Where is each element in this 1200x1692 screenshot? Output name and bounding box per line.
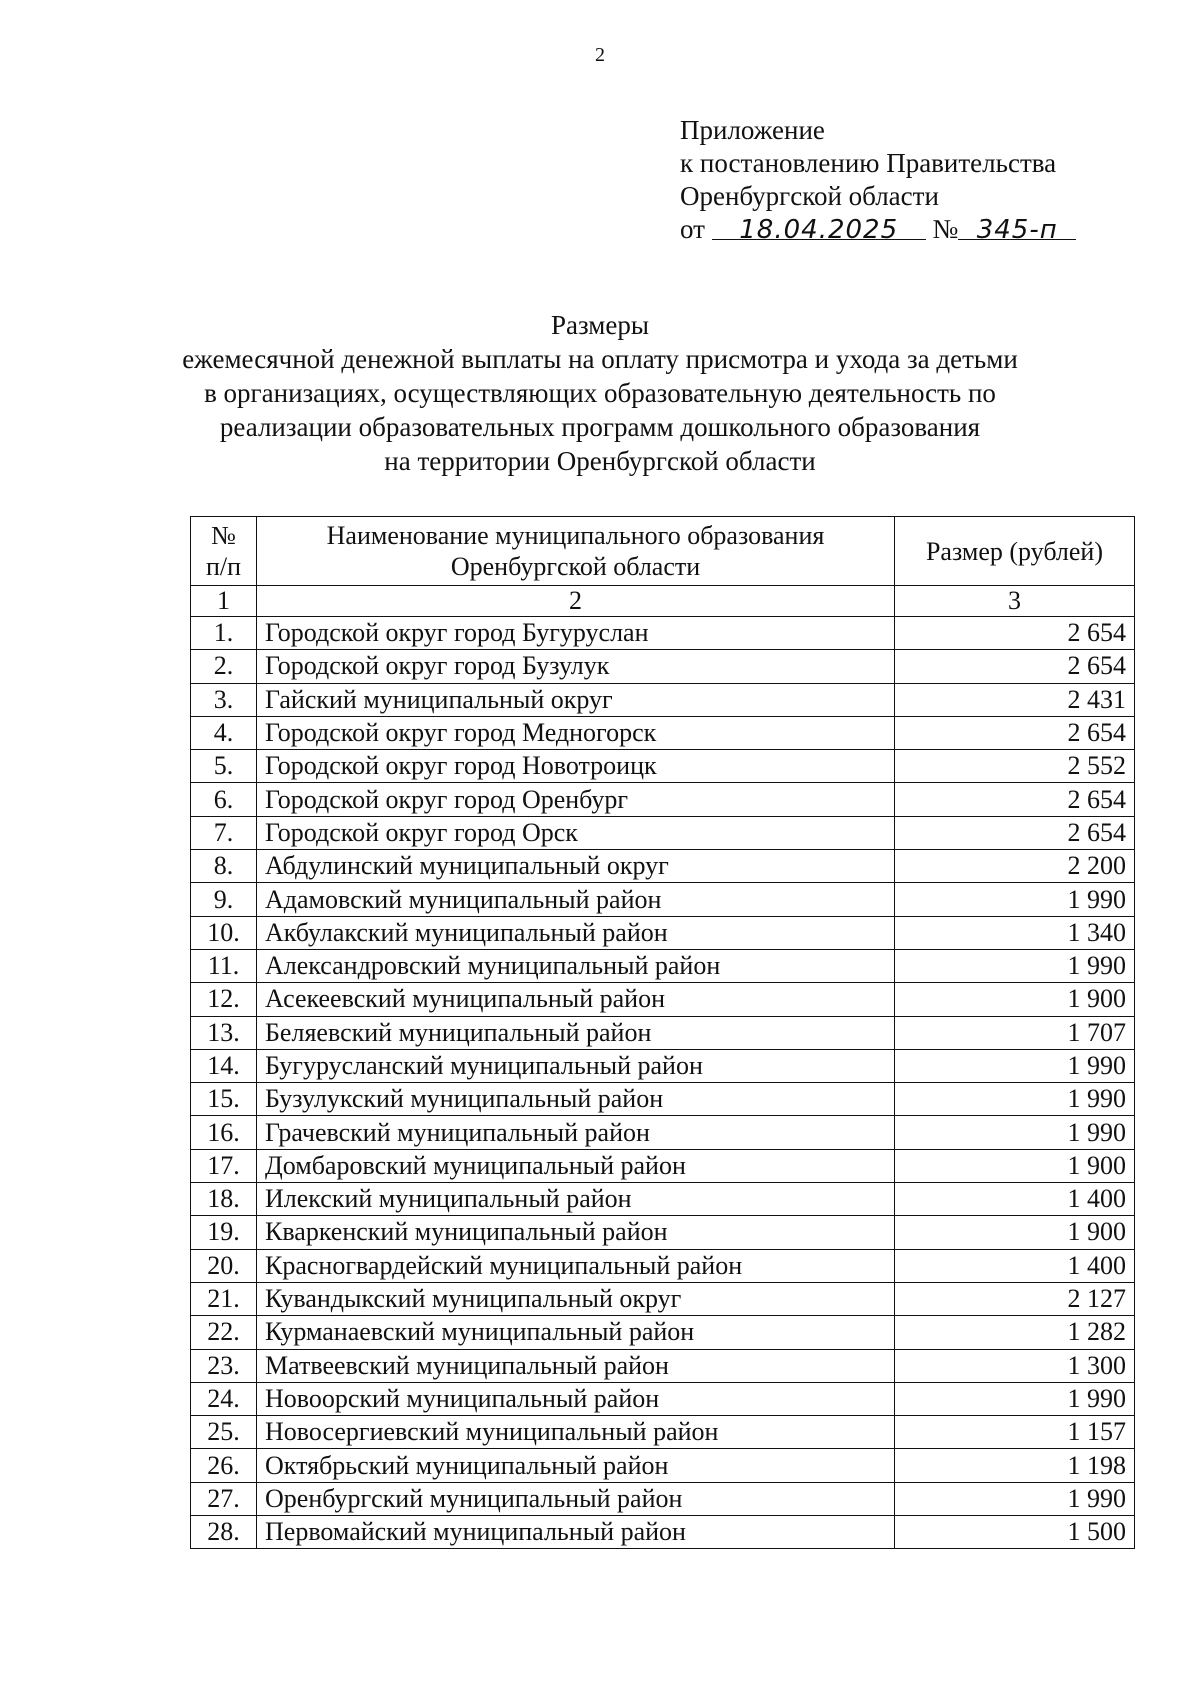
table-row xyxy=(191,1216,1135,1249)
date-prefix: от xyxy=(680,214,705,244)
page-number: 2 xyxy=(595,44,605,66)
payment-amount: 1 990 xyxy=(895,1083,1135,1116)
payment-amount: 2 654 xyxy=(895,816,1135,849)
row-number: 10. xyxy=(191,916,257,949)
payment-amount: 2 654 xyxy=(895,716,1135,749)
header-amount: Размер (рублей) xyxy=(895,517,1135,586)
row-number: 1. xyxy=(191,617,257,650)
header-municipality: Наименование муниципального образования Оренбургской области xyxy=(257,517,895,586)
payment-amount: 2 654 xyxy=(895,650,1135,683)
municipality-name: Илекский муниципальный район xyxy=(257,1183,895,1216)
municipality-name: Оренбургский муниципальный район xyxy=(257,1482,895,1515)
row-number: 22. xyxy=(191,1316,257,1349)
row-number: 26. xyxy=(191,1449,257,1482)
row-number: 9. xyxy=(191,883,257,916)
municipality-name: Гайский муниципальный округ xyxy=(257,683,895,716)
table-row xyxy=(191,1449,1135,1482)
table-row xyxy=(191,1482,1135,1515)
payment-amount: 1 300 xyxy=(895,1349,1135,1382)
document-heading xyxy=(0,308,1200,478)
municipality-name: Беляевский муниципальный район xyxy=(257,1016,895,1049)
table-row xyxy=(191,816,1135,849)
payment-amount: 1 400 xyxy=(895,1249,1135,1282)
table-row xyxy=(191,1316,1135,1349)
payment-amount: 1 198 xyxy=(895,1449,1135,1482)
payment-amount: 1 900 xyxy=(895,1216,1135,1249)
payment-amount: 2 200 xyxy=(895,850,1135,883)
municipality-name: Александровский муниципальный район xyxy=(257,949,895,982)
row-number: 2. xyxy=(191,650,257,683)
appendix-date-number-line xyxy=(680,213,1076,246)
column-number-row xyxy=(191,586,1135,617)
column-number: 1 xyxy=(191,586,257,617)
row-number: 11. xyxy=(191,949,257,982)
municipality-name: Новоорский муниципальный район xyxy=(257,1382,895,1415)
payment-amount: 1 400 xyxy=(895,1183,1135,1216)
municipality-name: Городской округ город Оренбург xyxy=(257,783,895,816)
payment-amount: 2 552 xyxy=(895,750,1135,783)
table-row xyxy=(191,1183,1135,1216)
handwritten-number: 345-п xyxy=(976,215,1058,245)
municipality-name: Кувандыкский муниципальный округ xyxy=(257,1282,895,1315)
row-number: 4. xyxy=(191,716,257,749)
row-number: 18. xyxy=(191,1183,257,1216)
row-number: 12. xyxy=(191,983,257,1016)
payment-amount: 1 500 xyxy=(895,1516,1135,1549)
municipality-name: Городской округ город Орск xyxy=(257,816,895,849)
row-number: 16. xyxy=(191,1116,257,1149)
row-number: 20. xyxy=(191,1249,257,1282)
payment-amount: 1 990 xyxy=(895,883,1135,916)
payment-amount: 1 340 xyxy=(895,916,1135,949)
municipality-name: Абдулинский муниципальный округ xyxy=(257,850,895,883)
row-number: 13. xyxy=(191,1016,257,1049)
column-number: 2 xyxy=(257,586,895,617)
municipality-name: Городской округ город Бузулук xyxy=(257,650,895,683)
payment-amount: 1 990 xyxy=(895,1049,1135,1082)
table-row xyxy=(191,949,1135,982)
table-row xyxy=(191,983,1135,1016)
table-row xyxy=(191,1282,1135,1315)
row-number: 14. xyxy=(191,1049,257,1082)
table-row xyxy=(191,1349,1135,1382)
payment-amount: 1 282 xyxy=(895,1316,1135,1349)
municipality-name: Кваркенский муниципальный район xyxy=(257,1216,895,1249)
number-prefix: № xyxy=(932,214,959,244)
table-row xyxy=(191,1516,1135,1549)
row-number: 27. xyxy=(191,1482,257,1515)
municipality-name: Домбаровский муниципальный район xyxy=(257,1149,895,1182)
appendix-title: Приложение xyxy=(680,115,825,145)
row-number: 8. xyxy=(191,850,257,883)
payment-amount: 1 157 xyxy=(895,1416,1135,1449)
municipality-name: Бузулукский муниципальный район xyxy=(257,1083,895,1116)
header-number: № п/п xyxy=(191,517,257,586)
table-row xyxy=(191,1049,1135,1082)
municipality-name: Грачевский муниципальный район xyxy=(257,1116,895,1149)
table-row xyxy=(191,883,1135,916)
table-row xyxy=(191,1116,1135,1149)
row-number: 21. xyxy=(191,1282,257,1315)
row-number: 5. xyxy=(191,750,257,783)
table-row xyxy=(191,783,1135,816)
row-number: 28. xyxy=(191,1516,257,1549)
municipality-name: Красногвардейский муниципальный район xyxy=(257,1249,895,1282)
payment-amount: 1 900 xyxy=(895,1149,1135,1182)
appendix-region-line: Оренбургской области xyxy=(680,181,939,211)
municipality-name: Первомайский муниципальный район xyxy=(257,1516,895,1549)
payment-amount: 1 900 xyxy=(895,983,1135,1016)
document-title: Размеры xyxy=(551,310,649,340)
municipality-name: Матвеевский муниципальный район xyxy=(257,1349,895,1382)
municipality-name: Асекеевский муниципальный район xyxy=(257,983,895,1016)
table-row xyxy=(191,1016,1135,1049)
payment-amount: 1 990 xyxy=(895,1482,1135,1515)
row-number: 24. xyxy=(191,1382,257,1415)
payment-amount: 2 431 xyxy=(895,683,1135,716)
municipality-name: Городской округ город Медногорск xyxy=(257,716,895,749)
row-number: 23. xyxy=(191,1349,257,1382)
table-row xyxy=(191,683,1135,716)
table-row xyxy=(191,750,1135,783)
municipality-name: Новосергиевский муниципальный район xyxy=(257,1416,895,1449)
column-number: 3 xyxy=(895,586,1135,617)
date-field xyxy=(712,213,926,245)
payment-amount: 2 654 xyxy=(895,617,1135,650)
payment-amount: 1 990 xyxy=(895,949,1135,982)
table-row xyxy=(191,1149,1135,1182)
table-row xyxy=(191,916,1135,949)
table-body xyxy=(191,617,1135,1549)
table-row xyxy=(191,1083,1135,1116)
row-number: 17. xyxy=(191,1149,257,1182)
payment-amount: 1 707 xyxy=(895,1016,1135,1049)
municipality-name: Акбулакский муниципальный район xyxy=(257,916,895,949)
appendix-block xyxy=(680,114,1076,246)
municipality-name: Октябрьский муниципальный район xyxy=(257,1449,895,1482)
row-number: 3. xyxy=(191,683,257,716)
payment-amount: 1 990 xyxy=(895,1382,1135,1415)
table-row xyxy=(191,850,1135,883)
payment-amount: 1 990 xyxy=(895,1116,1135,1149)
row-number: 19. xyxy=(191,1216,257,1249)
table-row xyxy=(191,650,1135,683)
payment-amount: 2 127 xyxy=(895,1282,1135,1315)
row-number: 6. xyxy=(191,783,257,816)
row-number: 15. xyxy=(191,1083,257,1116)
table-row xyxy=(191,1382,1135,1415)
document-subtitle: ежемесячной денежной выплаты на оплату присмотра и ухода за детьми в организациях, осуществляющих образовательную деятельность по реализации образовательных программ дошкольного образования на территории Оренбургской области xyxy=(182,344,1018,476)
municipality-name: Бугурусланский муниципальный район xyxy=(257,1049,895,1082)
table-row xyxy=(191,617,1135,650)
appendix-resolution-line: к постановлению Правительства xyxy=(680,148,1057,178)
handwritten-date: 18.04.2025 xyxy=(739,215,899,245)
municipality-name: Курманаевский муниципальный район xyxy=(257,1316,895,1349)
table-row xyxy=(191,1416,1135,1449)
payments-table xyxy=(190,516,1135,1549)
row-number: 7. xyxy=(191,816,257,849)
row-number: 25. xyxy=(191,1416,257,1449)
number-field xyxy=(958,213,1076,245)
table-row xyxy=(191,1249,1135,1282)
municipality-name: Городской округ город Бугуруслан xyxy=(257,617,895,650)
table-row xyxy=(191,716,1135,749)
payment-amount: 2 654 xyxy=(895,783,1135,816)
municipality-name: Городской округ город Новотроицк xyxy=(257,750,895,783)
municipality-name: Адамовский муниципальный район xyxy=(257,883,895,916)
table-header-row xyxy=(191,517,1135,586)
